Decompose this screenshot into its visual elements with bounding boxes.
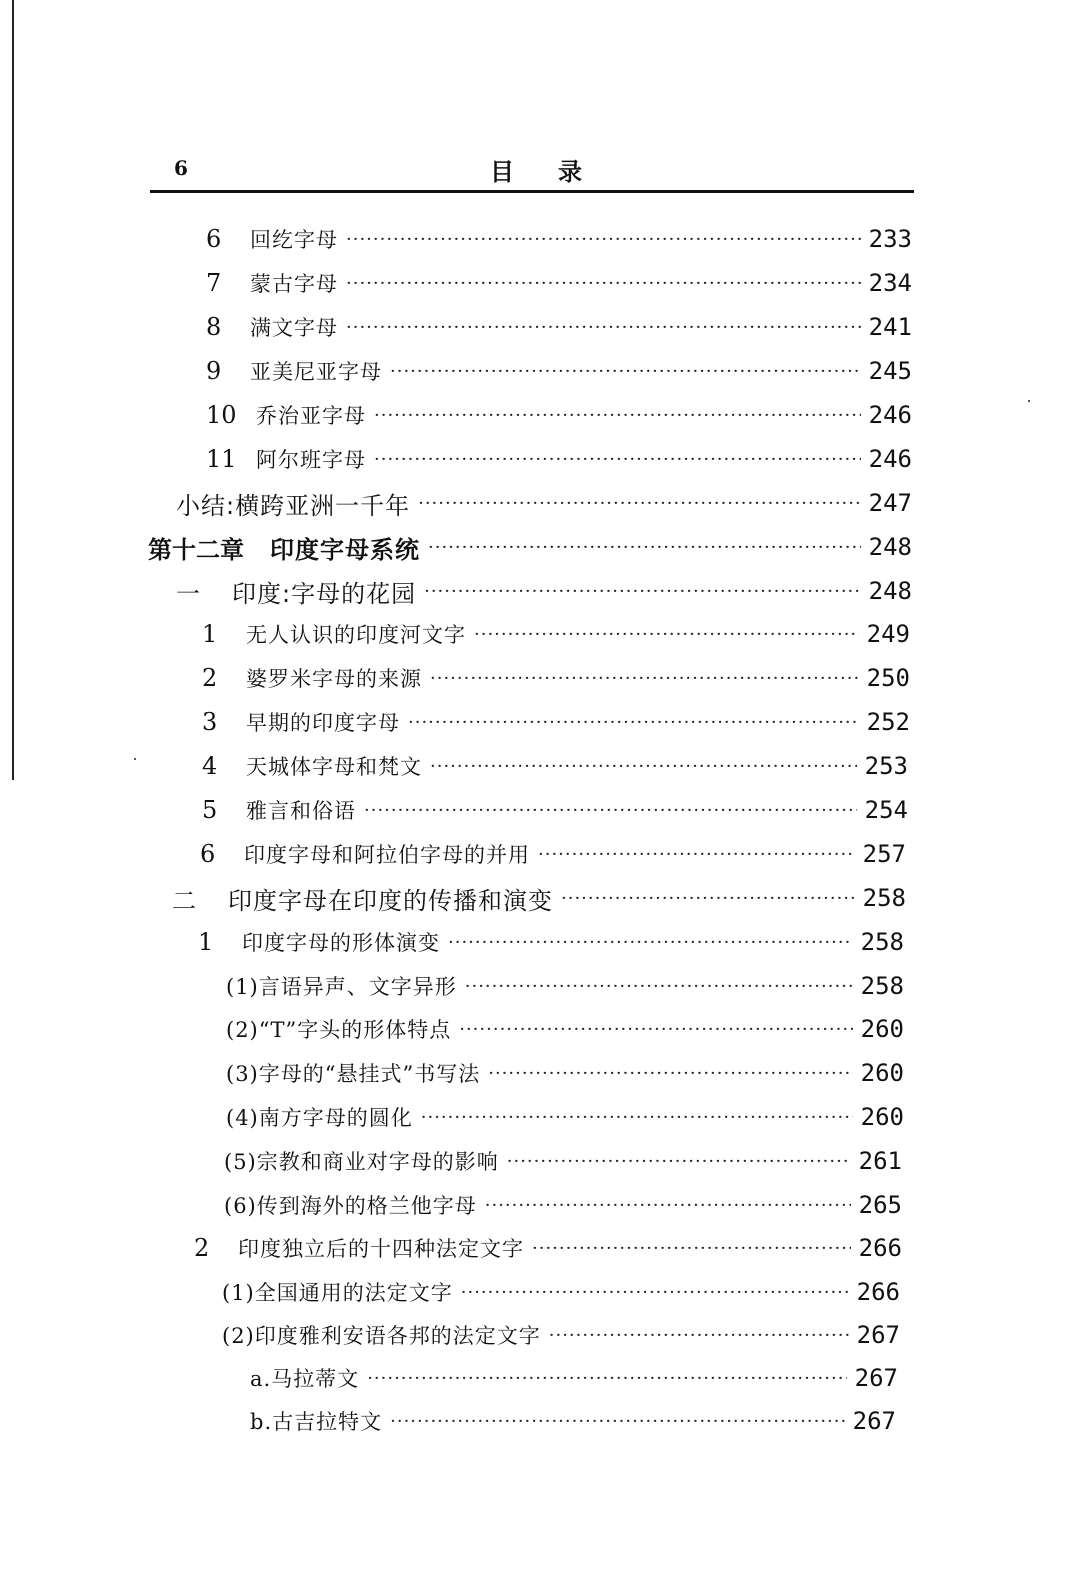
toc-entry-page: 241 [868, 313, 912, 341]
toc-entry-number: 6 [200, 840, 216, 868]
toc-entry-number: 3 [202, 708, 218, 736]
dot-leader [424, 581, 861, 602]
toc-entry-title: (1)言语异声、文字异形 [226, 975, 457, 999]
dot-leader [374, 405, 861, 426]
toc-entry-number: 1 [202, 620, 218, 648]
toc-entry-number: 10 [206, 401, 237, 429]
toc-entry[interactable] [202, 702, 910, 742]
toc-entry-title: 乔治亚字母 [256, 404, 366, 428]
toc-entry-number: 2 [194, 1234, 210, 1262]
toc-entry[interactable] [206, 263, 912, 303]
toc-entry[interactable] [202, 746, 908, 786]
toc-entry-title: 回纥字母 [250, 228, 338, 252]
toc-chapter-entry[interactable] [148, 527, 912, 567]
scan-speck [134, 758, 136, 760]
toc-entry[interactable] [202, 790, 908, 830]
toc-entry-title: 印度字母和阿拉伯字母的并用 [244, 843, 530, 867]
dot-leader [390, 361, 861, 382]
toc-entry-title: 满文字母 [250, 316, 338, 340]
toc-entry-title: 婆罗米字母的来源 [246, 667, 422, 691]
toc-entry-title: (2)印度雅利安语各邦的法定文字 [222, 1324, 541, 1348]
dot-leader [561, 888, 855, 909]
toc-entry-page: 260 [860, 1015, 904, 1043]
toc-entry[interactable] [206, 351, 912, 391]
dot-leader [428, 537, 861, 558]
toc-entry-page: 266 [858, 1234, 902, 1262]
toc-entry-title: 印度独立后的十四种法定文字 [238, 1237, 524, 1261]
page-number: 6 [174, 156, 188, 180]
toc-entry-page: 267 [856, 1321, 900, 1349]
toc-entry-title: (4)南方字母的圆化 [226, 1106, 413, 1130]
dot-leader [461, 1282, 849, 1303]
toc-section-entry[interactable] [172, 878, 906, 918]
toc-entry-title: 阿尔班字母 [256, 448, 366, 472]
chapter-number: 第十二章 [148, 535, 244, 564]
toc-entry-page: 249 [866, 620, 910, 648]
toc-entry-page: 260 [860, 1103, 904, 1131]
toc-subentry[interactable] [226, 1009, 904, 1049]
toc-entry-title: 无人认识的印度河文字 [246, 623, 466, 647]
header-rule [150, 190, 914, 193]
section-title: 印度字母在印度的传播和演变 [228, 886, 553, 915]
dot-leader [538, 844, 855, 865]
dot-leader [507, 1151, 851, 1172]
dot-leader [430, 756, 857, 777]
dot-leader [390, 1411, 845, 1432]
dot-leader [346, 273, 861, 294]
toc-subentry[interactable] [222, 1315, 900, 1355]
toc-entry[interactable] [202, 658, 910, 698]
toc-entry-number: 5 [202, 796, 218, 824]
running-title: 目录 [490, 157, 626, 186]
toc-entry[interactable] [206, 307, 912, 347]
toc-entry-title: (2)“T”字头的形体特点 [226, 1018, 452, 1042]
toc-entry-number: 2 [202, 664, 218, 692]
toc-entry-page: 265 [858, 1191, 902, 1219]
toc-entry-number: 8 [206, 313, 222, 341]
toc-subentry[interactable] [222, 1272, 900, 1312]
toc-entry[interactable] [206, 395, 912, 435]
toc-entry-page: 248 [868, 577, 912, 605]
toc-subentry[interactable] [250, 1358, 898, 1398]
toc-entry-page: 258 [862, 884, 906, 912]
toc-entry[interactable] [198, 922, 904, 962]
dot-leader [549, 1325, 849, 1346]
toc-subentry[interactable] [226, 1097, 904, 1137]
toc-entry-page: 245 [868, 357, 912, 385]
toc-entry[interactable] [206, 219, 912, 259]
chapter-title: 印度字母系统 [270, 535, 420, 564]
toc-entry-title: 小结:横跨亚洲一千年 [176, 491, 411, 520]
toc-entry-title: (5)宗教和商业对字母的影响 [224, 1150, 499, 1174]
section-title: 印度:字母的花园 [232, 579, 417, 608]
toc-subentry[interactable] [224, 1141, 902, 1181]
toc-entry-page: 234 [868, 269, 912, 297]
dot-leader [474, 624, 859, 645]
toc-entry-number: 1 [198, 928, 214, 956]
dot-leader [408, 712, 859, 733]
toc-entry-number: 7 [206, 269, 222, 297]
toc-entry[interactable] [202, 614, 910, 654]
section-number: 一 [176, 579, 200, 608]
toc-entry-number: 11 [206, 445, 237, 473]
toc-entry-summary[interactable] [176, 483, 912, 523]
scan-speck [1028, 400, 1030, 402]
toc-entry-page: 266 [856, 1278, 900, 1306]
dot-leader [448, 932, 853, 953]
toc-entry-page: 233 [868, 225, 912, 253]
toc-subentry[interactable] [224, 1185, 902, 1225]
toc-subentry[interactable] [226, 1053, 904, 1093]
toc-entry-page: 246 [868, 401, 912, 429]
toc-entry-page: 253 [864, 752, 908, 780]
toc-entry-page: 246 [868, 445, 912, 473]
toc-entry-title: 雅言和俗语 [246, 799, 356, 823]
dot-leader [430, 668, 859, 689]
toc-entry-number: 9 [206, 357, 222, 385]
dot-leader [364, 800, 857, 821]
dot-leader [374, 449, 861, 470]
toc-entry[interactable] [194, 1228, 902, 1268]
dot-leader [367, 1368, 846, 1389]
toc-entry-title: (6)传到海外的格兰他字母 [224, 1194, 477, 1218]
toc-entry-title: a.马拉蒂文 [250, 1367, 360, 1391]
section-number: 二 [172, 886, 196, 915]
toc-entry-title: (3)字母的“悬挂式”书写法 [226, 1062, 481, 1086]
dot-leader [488, 1063, 852, 1084]
toc-entry-number: 4 [202, 752, 218, 780]
dot-leader [346, 317, 861, 338]
toc-entry-page: 247 [868, 489, 912, 517]
dot-leader [418, 493, 861, 514]
toc-entry-page: 257 [862, 840, 906, 868]
toc-entry-page: 261 [858, 1147, 902, 1175]
dot-leader [485, 1195, 851, 1216]
toc-entry-page: 248 [868, 533, 912, 561]
dot-leader [459, 1019, 852, 1040]
toc-entry-page: 267 [852, 1407, 896, 1435]
toc-entry[interactable] [206, 439, 912, 479]
toc-entry-title: 蒙古字母 [250, 272, 338, 296]
toc-entry-title: 亚美尼亚字母 [250, 360, 382, 384]
toc-entry-title: 早期的印度字母 [246, 711, 400, 735]
toc-entry-page: 267 [854, 1364, 898, 1392]
toc-section-entry[interactable] [176, 571, 912, 611]
toc-entry-page: 260 [860, 1059, 904, 1087]
toc-entry-page: 252 [866, 708, 910, 736]
dot-leader [421, 1107, 853, 1128]
toc-entry[interactable] [200, 834, 906, 874]
toc-entry-title: b.古吉拉特文 [250, 1410, 383, 1434]
dot-leader [532, 1238, 851, 1259]
dot-leader [465, 976, 853, 997]
toc-entry-page: 258 [860, 928, 904, 956]
toc-entry-title: 印度字母的形体演变 [242, 931, 440, 955]
toc-entry-number: 6 [206, 225, 222, 253]
toc-subentry[interactable] [226, 966, 904, 1006]
dot-leader [346, 229, 861, 250]
toc-entry-title: 天城体字母和梵文 [246, 755, 422, 779]
scan-edge-line [12, 0, 14, 780]
toc-entry-page: 258 [860, 972, 904, 1000]
toc-entry-page: 250 [866, 664, 910, 692]
toc-entry-title: (1)全国通用的法定文字 [222, 1281, 453, 1305]
toc-entry-page: 254 [864, 796, 908, 824]
page-header [150, 150, 914, 190]
toc-subentry[interactable] [250, 1401, 896, 1441]
